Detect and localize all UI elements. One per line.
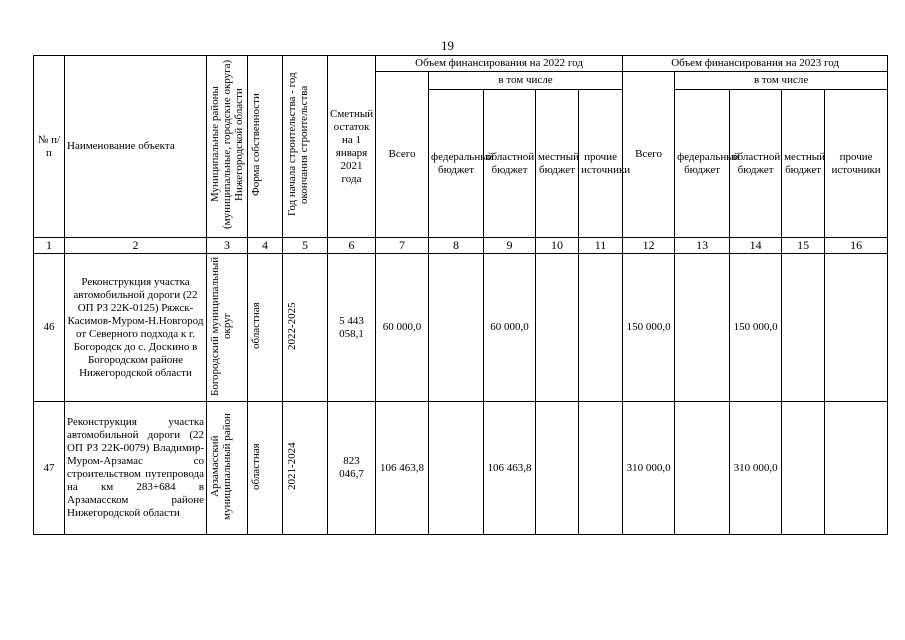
total-2022-cell: 60 000,0 <box>376 254 429 402</box>
regional-2022-cell: 106 463,8 <box>484 402 536 535</box>
estimate-cell: 5 443 058,1 <box>328 254 376 402</box>
header-local-2022: местный бюджет <box>536 90 579 238</box>
header-federal-2023: федеральный бюджет <box>675 90 730 238</box>
column-number: 5 <box>283 238 328 254</box>
header-regional-2022: областной бюджет <box>484 90 536 238</box>
header-ownership: Форма собственности <box>248 56 283 238</box>
header-other-2023: прочие источники <box>825 90 888 238</box>
header-num: № п/п <box>34 56 65 238</box>
column-number: 9 <box>484 238 536 254</box>
column-number: 2 <box>65 238 207 254</box>
federal-2022-cell <box>429 402 484 535</box>
header-municipality: Муниципальные районы (муниципальные, городские округа) Нижегородской области <box>207 56 248 238</box>
other-2023-cell <box>825 402 888 535</box>
ownership-cell: областная <box>248 402 283 535</box>
column-number: 15 <box>782 238 825 254</box>
object-name: Реконструкция участка автомобильной дороги (22 ОП РЗ 22К-0079) Владимир-Муром-Арзамас со строительством путепровода на км 283+684 в Арзамасском районе Нижегородской области <box>65 402 207 535</box>
local-2023-cell <box>782 254 825 402</box>
header-fin-2022: Объем финансирования на 2022 год <box>376 56 623 72</box>
column-number: 13 <box>675 238 730 254</box>
header-regional-2023: областной бюджет <box>730 90 782 238</box>
page-number: 19 <box>441 38 454 53</box>
table-row <box>34 254 888 402</box>
object-name: Реконструкция участка автомобильной дороги (22 ОП РЗ 22К-0125) Ряжск-Касимов-Муром-Н.Новгород от Северного подхода к г. Богородск до с. Доскино в Богородском районе Нижегородской области <box>65 254 207 402</box>
local-2022-cell <box>536 402 579 535</box>
column-number: 16 <box>825 238 888 254</box>
municipality-cell: Богородский муниципальный округ <box>207 254 248 402</box>
header-including-2022: в том числе <box>429 72 623 90</box>
header-other-2022: прочие источники <box>579 90 623 238</box>
federal-2022-cell <box>429 254 484 402</box>
header-years: Год начала строительства - год окончания строительства <box>283 56 328 238</box>
total-2023-cell: 150 000,0 <box>623 254 675 402</box>
total-2022-cell: 106 463,8 <box>376 402 429 535</box>
column-number: 8 <box>429 238 484 254</box>
column-number: 3 <box>207 238 248 254</box>
column-number: 1 <box>34 238 65 254</box>
local-2022-cell <box>536 254 579 402</box>
table-row <box>34 402 888 535</box>
total-2023-cell: 310 000,0 <box>623 402 675 535</box>
column-number-row <box>34 238 888 254</box>
header-total-2022: Всего <box>376 72 429 238</box>
years-cell: 2021-2024 <box>283 402 328 535</box>
column-number: 6 <box>328 238 376 254</box>
header-fin-2023: Объем финансирования на 2023 год <box>623 56 888 72</box>
years-cell: 2022-2025 <box>283 254 328 402</box>
other-2022-cell <box>579 254 623 402</box>
header-object-name: Наименование объекта <box>65 56 207 238</box>
municipality-cell: Арзамасский муниципальный район <box>207 402 248 535</box>
column-number: 7 <box>376 238 429 254</box>
column-number: 10 <box>536 238 579 254</box>
regional-2022-cell: 60 000,0 <box>484 254 536 402</box>
other-2022-cell <box>579 402 623 535</box>
header-estimate: Сметный остаток на 1 января 2021 года <box>328 56 376 238</box>
row-num: 47 <box>34 402 65 535</box>
column-number: 4 <box>248 238 283 254</box>
financing-table <box>33 55 888 535</box>
header-federal-2022: федеральный бюджет <box>429 90 484 238</box>
row-num: 46 <box>34 254 65 402</box>
federal-2023-cell <box>675 402 730 535</box>
column-number: 11 <box>579 238 623 254</box>
local-2023-cell <box>782 402 825 535</box>
estimate-cell: 823 046,7 <box>328 402 376 535</box>
header-local-2023: местный бюджет <box>782 90 825 238</box>
header-total-2023: Всего <box>623 72 675 238</box>
column-number: 14 <box>730 238 782 254</box>
header-including-2023: в том числе <box>675 72 888 90</box>
other-2023-cell <box>825 254 888 402</box>
regional-2023-cell: 310 000,0 <box>730 402 782 535</box>
regional-2023-cell: 150 000,0 <box>730 254 782 402</box>
federal-2023-cell <box>675 254 730 402</box>
column-number: 12 <box>623 238 675 254</box>
ownership-cell: областная <box>248 254 283 402</box>
